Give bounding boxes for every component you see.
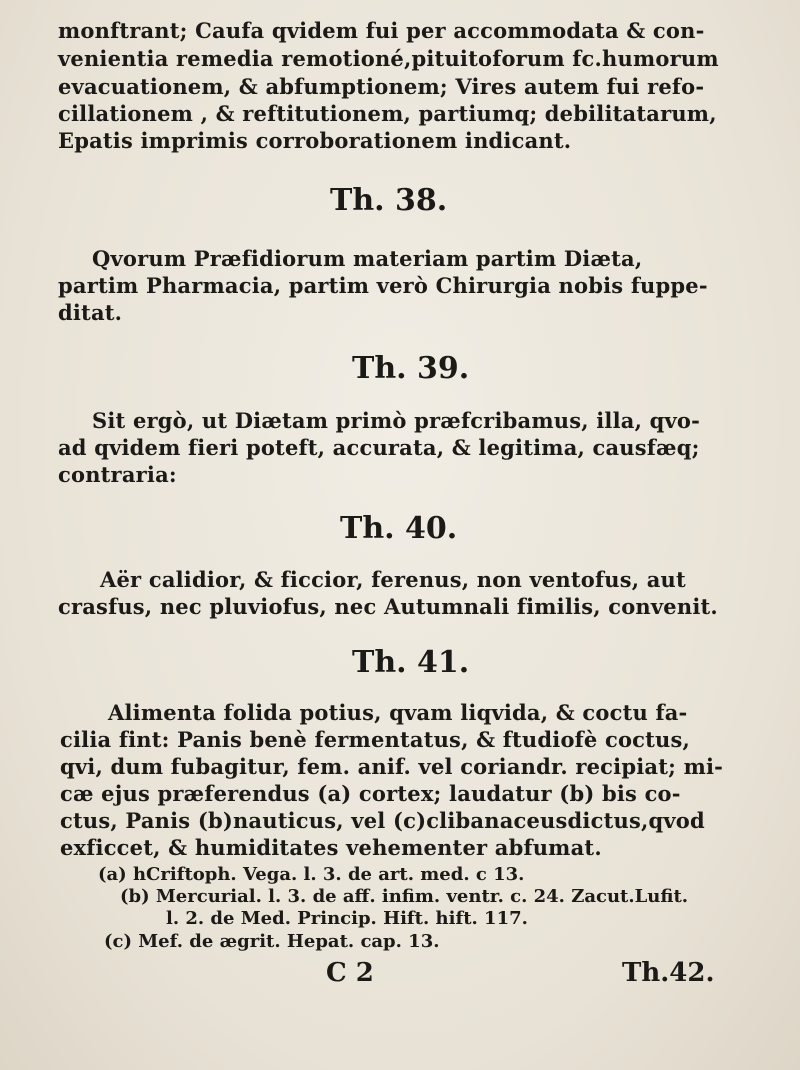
thesis-heading-38: Th. 38.: [330, 183, 448, 218]
text-line: Aër calidior, & ficcior, ferenus, non ventofus, aut: [100, 567, 686, 592]
text-line: contraria:: [58, 462, 177, 487]
text-line: crasfus, nec pluviofus, nec Autumnali fimilis, convenit.: [58, 594, 718, 619]
text-line: ad qvidem fieri poteft, accurata, & legitima, causfæq;: [58, 435, 700, 460]
text-line: Qvorum Præfidiorum materiam partim Diæta,: [92, 246, 643, 271]
footnote: (c) Mef. de ægrit. Hepat. cap. 13.: [104, 931, 440, 952]
footnote: l. 2. de Med. Princip. Hift. hift. 117.: [166, 908, 528, 929]
footnote: (b) Mercurial. l. 3. de aff. infim. ventr. c. 24. Zacut.Lufit.: [120, 886, 689, 907]
text-line: Epatis imprimis corroborationem indicant.: [58, 128, 572, 153]
text-line: evacuationem, & abfumptionem; Vires autem fui refo-: [58, 74, 705, 99]
text-line: Sit ergò, ut Diætam primò præfcribamus, illa, qvo-: [92, 408, 701, 433]
text-line: Alimenta folida potius, qvam liqvida, & coctu fa-: [108, 700, 688, 725]
text-line: cillationem , & reftitutionem, partiumq; debilitatarum,: [58, 101, 717, 126]
thesis-heading-40: Th. 40.: [340, 511, 458, 546]
text-line: exficcet, & humiditates vehementer abfumat.: [60, 835, 602, 860]
catchword: Th.42.: [622, 958, 715, 988]
text-line: ctus, Panis (b)nauticus, vel (c)clibanaceusdictus,qvod: [60, 808, 705, 833]
text-line: cilia fint: Panis benè fermentatus, & ftudiofè coctus,: [60, 727, 691, 752]
text-line: monftrant; Caufa qvidem fui per accommodata & con-: [58, 18, 705, 43]
thesis-heading-39: Th. 39.: [352, 351, 470, 386]
text-line: venientia remedia remotioné,pituitoforum fc.humorum: [58, 46, 719, 71]
signature-mark: C 2: [326, 958, 374, 988]
text-line: qvi, dum fubagitur, fem. anif. vel coriandr. recipiat; mi-: [60, 754, 724, 779]
text-line: partim Pharmacia, partim verò Chirurgia nobis fuppe-: [58, 273, 708, 298]
text-line: cæ ejus præferendus (a) cortex; laudatur (b) bis co-: [60, 781, 681, 806]
footnote: (a) hCriftoph. Vega. l. 3. de art. med. c 13.: [98, 864, 525, 885]
thesis-heading-41: Th. 41.: [352, 645, 470, 680]
text-line: ditat.: [58, 300, 123, 325]
